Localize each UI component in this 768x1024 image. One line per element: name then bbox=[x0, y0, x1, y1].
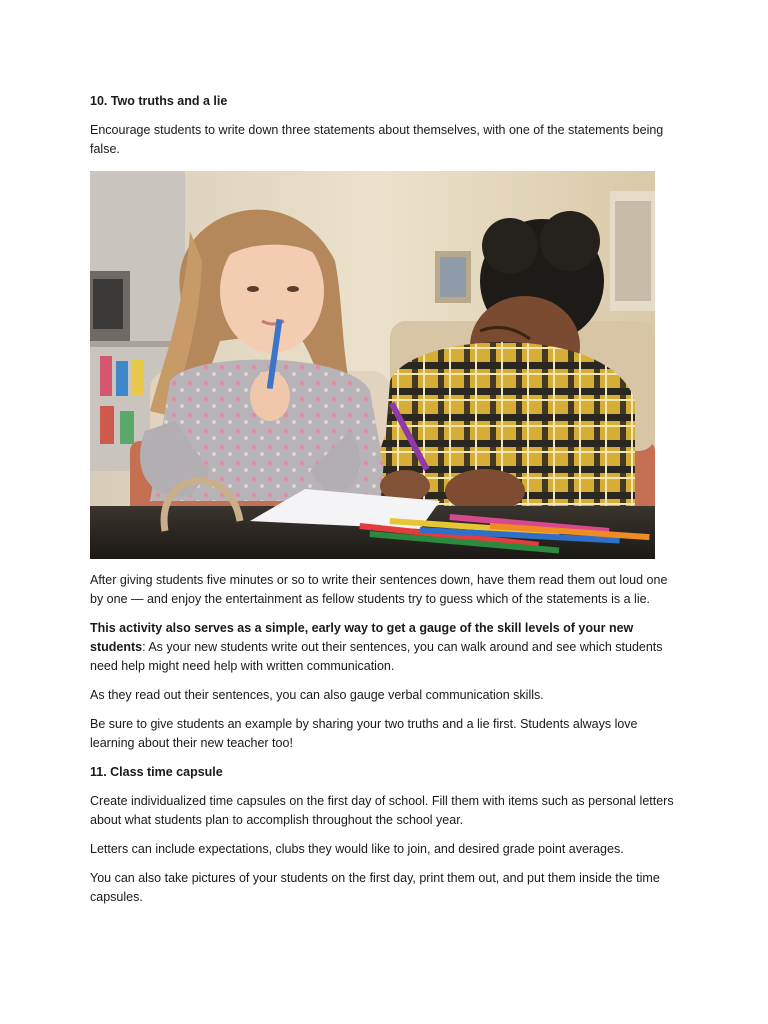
paragraph-time-capsule-2: Letters can include expectations, clubs they would like to join, and desired grade point averages. bbox=[90, 842, 624, 856]
paragraph-time-capsule-1: Create individualized time capsules on the first day of school. Fill them with items such as personal letters about what students plan to accomplish throughout the school year. bbox=[90, 794, 674, 827]
gauge-bold-text: This activity also serves as a simple, early way to get a gauge of the skill levels of your new students bbox=[90, 621, 634, 654]
gauge-rest-text: : As your new students write out their sentences, you can walk around and see which students need help might need help with written communication. bbox=[90, 640, 663, 673]
paragraph-time-capsule-3: You can also take pictures of your students on the first day, print them out, and put them inside the time capsules. bbox=[90, 871, 660, 904]
paragraph-gauge bbox=[90, 619, 682, 676]
paragraph-example: Be sure to give students an example by sharing your two truths and a lie first. Students always love learning about their new teacher too! bbox=[90, 717, 638, 750]
section-heading-time-capsule: 11. Class time capsule bbox=[90, 765, 223, 779]
paragraph-after-photo: After giving students five minutes or so to write their sentences down, have them read them out loud one by one — and enjoy the entertainment as fellow students try to guess which of the statements is a lie. bbox=[90, 573, 668, 606]
section-heading-two-truths: 10. Two truths and a lie bbox=[90, 94, 228, 108]
paragraph-verbal: As they read out their sentences, you can also gauge verbal communication skills. bbox=[90, 688, 544, 702]
document-page bbox=[90, 92, 682, 917]
paragraph-intro: Encourage students to write down three statements about themselves, with one of the statements being false. bbox=[90, 123, 664, 156]
children-writing-photo bbox=[90, 171, 655, 559]
